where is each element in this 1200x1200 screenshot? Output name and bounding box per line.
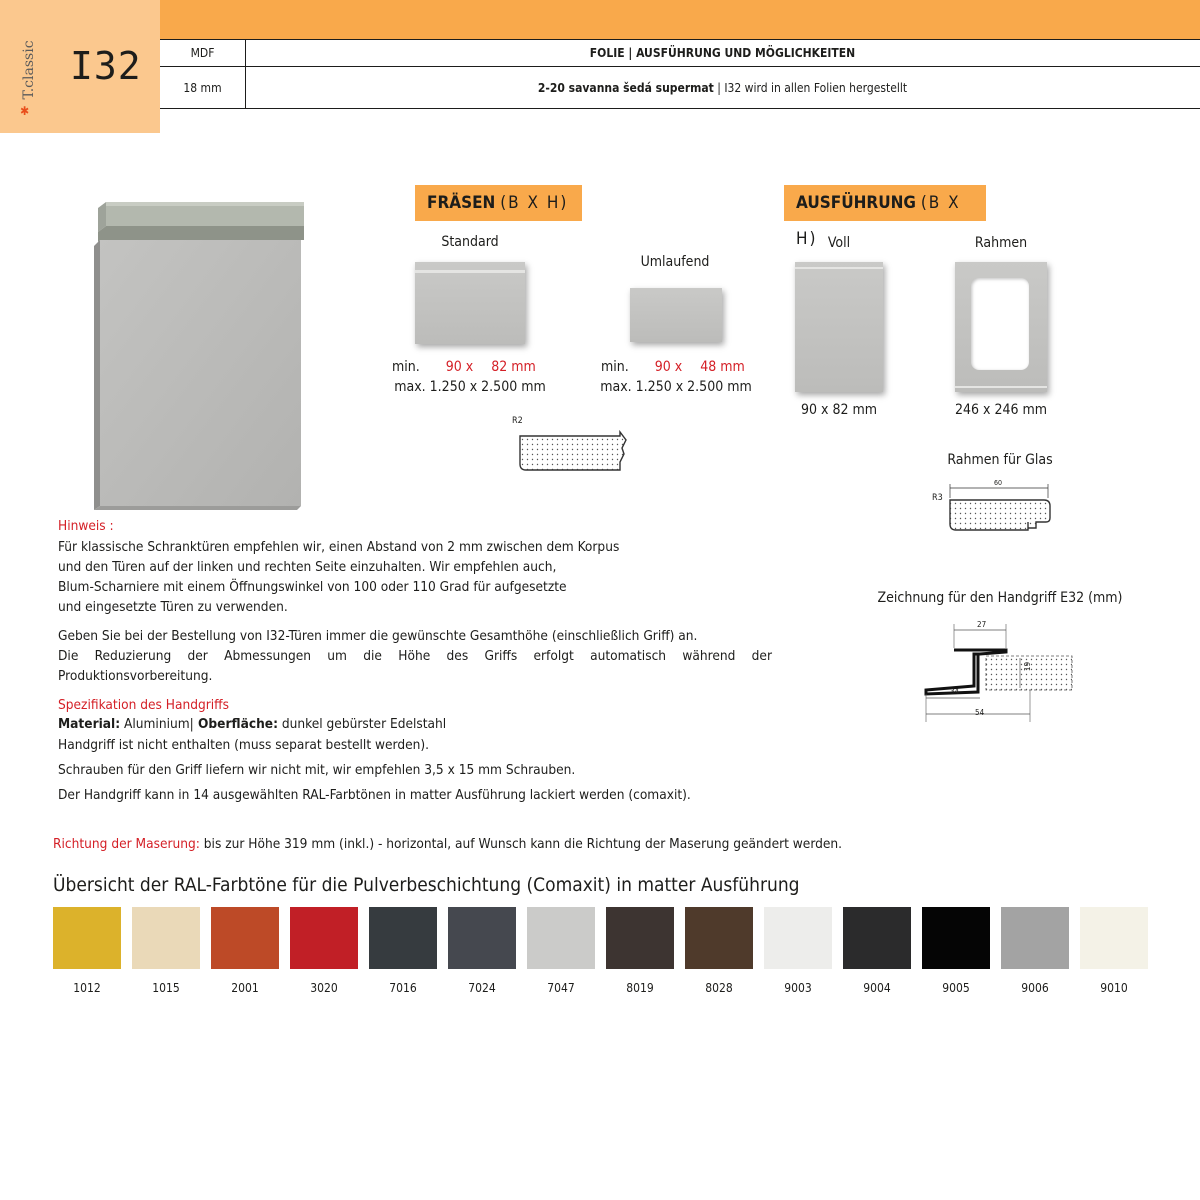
rahmen-bottom-edge: [955, 386, 1047, 388]
ral-swatch-row: [53, 907, 1153, 1007]
ral-code-7016: 7016: [389, 981, 417, 995]
folie-name: 2-20 savanna šedá supermat: [537, 81, 714, 95]
ral-swatch-2001: [211, 907, 279, 969]
ausfuehrung-subtitle: (B X H): [796, 193, 961, 249]
fraesen-standard-label: Standard: [441, 234, 499, 250]
spec-title: Spezifikation des Handgriffs: [58, 697, 229, 713]
hinweis-line-4: und eingesetzte Türen zu verwenden.: [58, 599, 288, 615]
hinweis-title: Hinweis :: [58, 518, 114, 534]
r2-profile-label: R2: [512, 416, 523, 426]
ral-swatch-7016: [369, 907, 437, 969]
ral-swatch-9004: [843, 907, 911, 969]
ral-code-3020: 3020: [310, 981, 338, 995]
product-code: I32: [70, 44, 142, 88]
top-accent-bar: [160, 0, 1200, 39]
umlaufend-min-prefix: min.: [601, 359, 629, 375]
rahmen-glass-opening: [971, 278, 1029, 370]
fraesen-umlaufend-panel: [630, 288, 722, 342]
material-label: Material:: [58, 716, 121, 732]
ral-code-2001: 2001: [231, 981, 259, 995]
ral-code-9010: 9010: [1100, 981, 1128, 995]
fraesen-subtitle: (B X H): [500, 193, 569, 213]
ral-swatch-3020: [290, 907, 358, 969]
standard-groove: [415, 270, 525, 273]
order-instruction: Geben Sie bei der Bestellung von I32-Türen immer die gewünschte Gesamthöhe (einschließlich Griff) an.: [58, 628, 698, 644]
ral-swatch-8028: [685, 907, 753, 969]
rahmen-label: Rahmen: [974, 235, 1028, 251]
grain-label: Richtung der Maserung:: [53, 836, 200, 852]
fraesen-standard-min: [392, 359, 552, 375]
ral-swatch-1012: [53, 907, 121, 969]
header-material-label: MDF: [190, 46, 215, 60]
ral-swatch-8019: [606, 907, 674, 969]
fraesen-umlaufend-min: [601, 359, 761, 375]
brand-star-icon: ✱: [20, 104, 30, 118]
ral-code-8028: 8028: [705, 981, 733, 995]
grain-text: bis zur Höhe 319 mm (inkl.) - horizontal, auf Wunsch kann die Richtung der Maserung geändert werden.: [199, 836, 843, 852]
fraesen-standard-max: max. 1.250 x 2.500 mm: [394, 379, 546, 395]
voll-groove: [795, 267, 883, 269]
ral-swatch-9003: [764, 907, 832, 969]
hinweis-line-1: Für klassische Schranktüren empfehlen wir, einen Abstand von 2 mm zwischen dem Korpus: [58, 539, 620, 555]
handle-drawing-title: Zeichnung für den Handgriff E32 (mm): [877, 590, 1123, 606]
handle-e32-drawing: [920, 618, 1080, 726]
handle-dim-34: 34: [950, 687, 960, 696]
spec-line-2: Schrauben für den Griff liefern wir nicht mit, wir empfehlen 3,5 x 15 mm Schrauben.: [58, 762, 576, 778]
umlaufend-min-width: 90 x: [654, 359, 683, 375]
ral-swatch-7047: [527, 907, 595, 969]
hinweis-line-3: Blum-Scharniere mit einem Öffnungswinkel von 100 oder 110 Grad für aufgesetzte: [58, 579, 567, 595]
ral-code-9006: 9006: [1021, 981, 1049, 995]
spec-line-3: Der Handgriff kann in 14 ausgewählten RAL-Farbtönen in matter Ausführung lackiert werden (comaxit).: [58, 787, 691, 803]
ral-swatch-1015: [132, 907, 200, 969]
ral-code-9005: 9005: [942, 981, 970, 995]
fraesen-umlaufend-max: max. 1.250 x 2.500 mm: [600, 379, 752, 395]
handle-dim-19: 19: [1023, 661, 1033, 672]
grain-direction: [53, 834, 842, 854]
ral-code-9003: 9003: [784, 981, 812, 995]
ral-code-8019: 8019: [626, 981, 654, 995]
fraesen-umlaufend-label: Umlaufend: [640, 254, 710, 270]
hinweis-line-2: und den Türen auf der linken und rechten Seite einzuhalten. Wir empfehlen auch,: [58, 559, 557, 575]
ral-swatch-9005: [922, 907, 990, 969]
voll-panel: [795, 262, 883, 392]
header-divider-bottom: [160, 108, 1200, 109]
r2-edge-profile-drawing: [516, 428, 631, 474]
rahmen-glas-profile-drawing: [944, 482, 1056, 538]
spec-material-line: [58, 714, 446, 734]
fraesen-title: FRÄSEN: [427, 193, 496, 213]
rahmen-glas-width-label: 60: [994, 479, 1003, 487]
ral-swatch-9010: [1080, 907, 1148, 969]
ral-overview-title: Übersicht der RAL-Farbtöne für die Pulverbeschichtung (Comaxit) in matter Ausführung: [53, 874, 800, 896]
surface-label: Oberfläche:: [193, 716, 278, 732]
standard-min-prefix: min.: [392, 359, 420, 375]
handle-dim-27: 27: [977, 620, 987, 629]
umlaufend-min-height: 48 mm: [700, 359, 745, 375]
standard-min-height: 82 mm: [491, 359, 536, 375]
header-thickness: 18 mm: [183, 81, 222, 95]
material-value: Aluminium|: [120, 716, 194, 732]
spec-line-1: Handgriff ist nicht enthalten (muss separat bestellt werden).: [58, 737, 430, 753]
ral-code-7047: 7047: [547, 981, 575, 995]
header-divider-top: [160, 39, 1200, 40]
header-folie-label: FOLIE | AUSFÜHRUNG UND MÖGLICHKEITEN: [589, 46, 856, 60]
standard-min-width: 90 x: [445, 359, 474, 375]
door-product-image: [90, 190, 315, 515]
fraesen-standard-panel: [415, 262, 525, 344]
fraesen-tag: [415, 185, 582, 221]
surface-value: dunkel gebürster Edelstahl: [277, 716, 447, 732]
ral-code-1015: 1015: [152, 981, 180, 995]
handle-dim-54: 54: [975, 708, 985, 717]
ausfuehrung-title: AUSFÜHRUNG: [796, 193, 916, 213]
folie-note: | I32 wird in allen Folien hergestellt: [713, 81, 908, 95]
ral-code-1012: 1012: [73, 981, 101, 995]
ral-swatch-9006: [1001, 907, 1069, 969]
ral-swatch-7024: [448, 907, 516, 969]
header-divider-middle: [160, 66, 1200, 67]
rahmen-panel: [955, 262, 1047, 392]
voll-label: Voll: [827, 235, 851, 251]
ral-code-9004: 9004: [863, 981, 891, 995]
header-folie-value: [245, 81, 1200, 95]
rahmen-glas-label: Rahmen für Glas: [947, 452, 1053, 468]
voll-dims: 90 x 82 mm: [800, 402, 878, 418]
brand-name: T.classic: [21, 40, 37, 100]
ral-code-7024: 7024: [468, 981, 496, 995]
reduction-text: Die Reduzierung der Abmessungen um die Höhe des Griffs erfolgt automatisch während der Produktionsvorbereitung.: [58, 648, 772, 684]
rahmen-dims: 246 x 246 mm: [954, 402, 1048, 418]
r3-profile-label: R3: [932, 493, 943, 503]
